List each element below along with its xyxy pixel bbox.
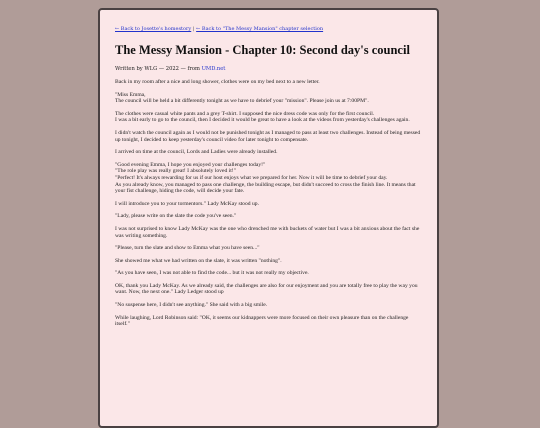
story-paragraph: "Miss Emma, The council will be held a bit differently tonight as we have to debrief your "mission". Please join us at 7:00PM". <box>115 91 369 105</box>
story-paragraph: I will introduce you to your tormentors." Lady McKay stood up. <box>115 200 259 207</box>
story-paragraph: While laughing, Lord Robinson said: "OK, it seems our kidnappers were more focused on their own pleasure than on the challenge itself." <box>115 314 409 328</box>
story-paragraph: "Lady, please write on the slate the code you've seen." <box>115 213 237 220</box>
story-card <box>98 8 439 428</box>
story-paragraph: The clothes were casual white pants and a grey T-shirt. I supposed the nice dress code was only for the first council. I was a bit early to go to the council, then I decided it would be great to have a look at the videos from yesterday's challenges again. <box>115 110 410 124</box>
story-paragraph: "Good evening Emma, I hope you enjoyed your challenges today!" "The role play was really great! I absolutely loved it!" "Perfect! It's always rewarding for us if our host enjoys what we prepared for her. Now it will be time to debrief your day. As you already know, you managed to pass one challenge, the building escape, but didn't succeed to cross the finish line. It means that your fist challenge, hiding the code, will decide your fate. <box>115 161 416 195</box>
story-paragraph: She showed me what we had written on the slate, it was written "nothing". <box>115 257 282 264</box>
story-paragraph: I didn't watch the council again as I would not be punished tonight as I managed to pass at least two challenges. Instead of being messed up tonight, I decided to keep yesterday's council video for later tonight to compensate. <box>115 129 421 143</box>
story-paragraph: I was not surprised to know Lady McKay was the one who drenched me with buckets of water but I was a bit anxious about the fact she was writing something. <box>115 225 420 239</box>
breadcrumb <box>115 26 422 33</box>
story-paragraph: "Please, turn the slate and show to Emma what you have seen..." <box>115 245 260 252</box>
story-meta <box>115 66 422 73</box>
breadcrumb-separator: | <box>191 26 197 32</box>
story-paragraph: I arrived on time at the council, Lords and Ladies were already installed. <box>115 149 278 156</box>
story-paragraph: Back in my room after a nice and long shower, clothes were on my bed next to a new letter. <box>115 79 320 85</box>
page-title: The Messy Mansion - Chapter 10: Second day's council <box>115 43 410 57</box>
back-to-chapter-selection-link[interactable]: ← Back to "The Messy Mansion" chapter selection <box>196 26 324 32</box>
story-paragraph: OK, thank you Lady McKay. As we already said, the challenges are also for our enjoyment and you are totally free to play the way you want. Now, the next one." Lady Ledger stood up <box>115 282 418 296</box>
author-line: Written by WLG — 2022 — from <box>115 66 202 72</box>
back-to-homestory-link[interactable]: ← Back to Josette's homestory <box>115 26 192 32</box>
source-link[interactable]: UMD.net <box>201 66 226 72</box>
story-paragraph: "No suspense here, I didn't see anything." She said with a big smile. <box>115 302 268 309</box>
story-body <box>115 79 422 328</box>
story-paragraph: "As you have seen, I was not able to find the code... but it was not really my objective. <box>115 270 309 277</box>
